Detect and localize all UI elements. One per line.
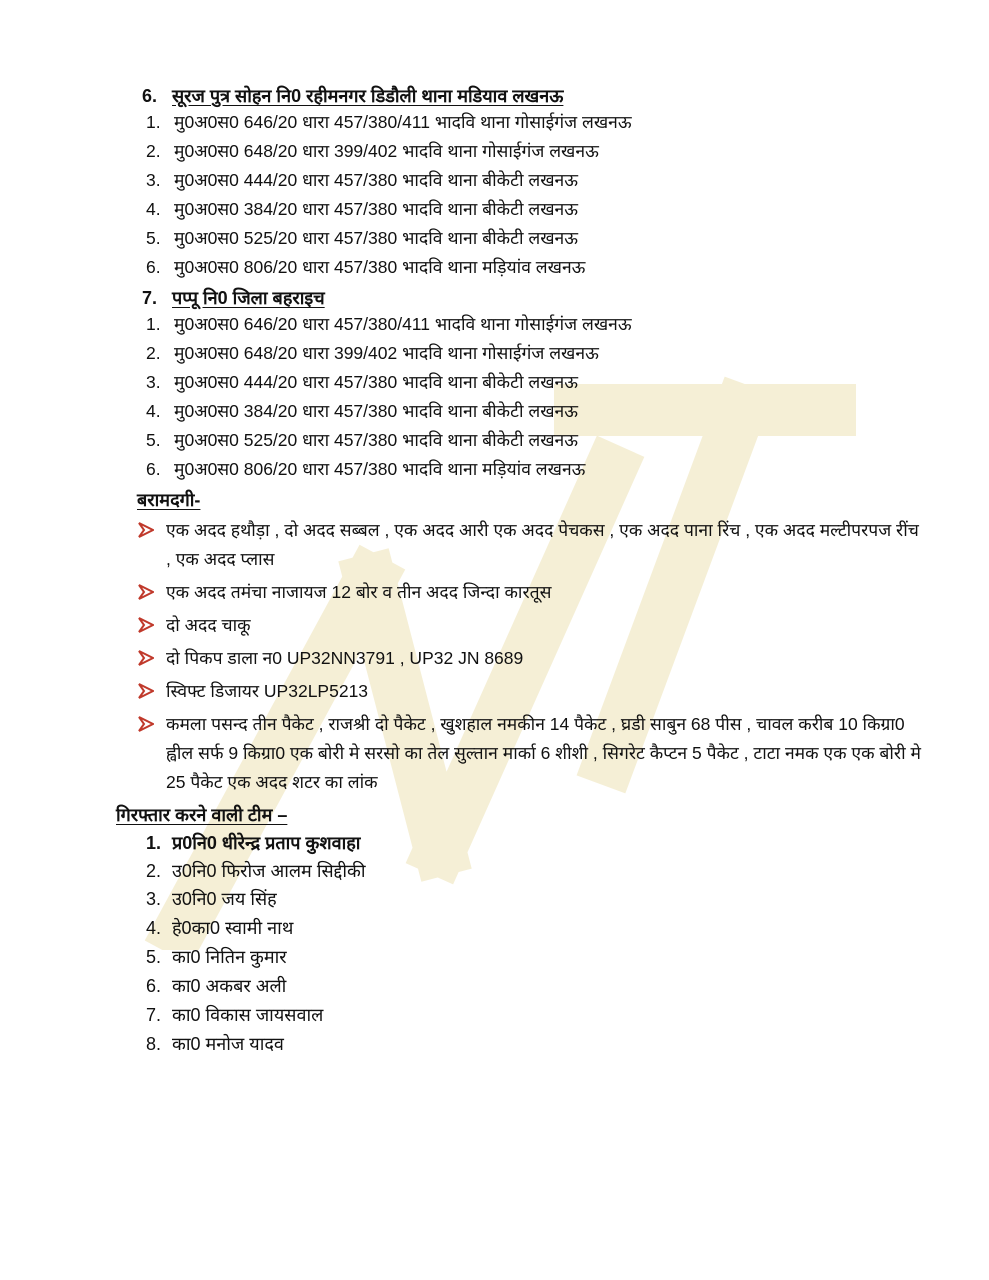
case-text: मु0अ0स0 384/20 धारा 457/380 भादवि थाना बीकेटी लखनऊ xyxy=(174,401,578,421)
arrow-bullet-icon xyxy=(138,716,154,732)
case-number: 2. xyxy=(146,141,161,161)
team-member xyxy=(146,860,366,882)
recovery-item xyxy=(138,578,928,607)
arrow-bullet-icon xyxy=(138,522,154,538)
section-7-case-row xyxy=(146,371,578,393)
case-number: 4. xyxy=(146,199,161,219)
team-member xyxy=(146,946,287,968)
case-number: 6. xyxy=(146,459,161,479)
section-6-title: सूरज पुत्र सोहन नि0 रहीमनगर डिडौली थाना मडियाव लखनऊ xyxy=(172,86,564,106)
team-member-name: का0 अकबर अली xyxy=(172,976,287,996)
section-7-case-row xyxy=(146,429,578,451)
case-number: 6. xyxy=(146,257,161,277)
section-6-case-row xyxy=(146,256,585,278)
case-text: मु0अ0स0 444/20 धारा 457/380 भादवि थाना बीकेटी लखनऊ xyxy=(174,372,578,392)
team-member-number: 6. xyxy=(146,976,162,996)
case-text: मु0अ0स0 806/20 धारा 457/380 भादवि थाना मड़ियांव लखनऊ xyxy=(174,459,586,479)
section-6-case-row xyxy=(146,140,599,162)
team-member-number: 5. xyxy=(146,947,162,967)
team-member xyxy=(146,888,277,910)
team-member-number: 7. xyxy=(146,1005,162,1025)
arrow-bullet-icon xyxy=(138,650,154,666)
case-text: मु0अ0स0 444/20 धारा 457/380 भादवि थाना बीकेटी लखनऊ xyxy=(174,170,578,190)
section-6-heading xyxy=(142,84,563,108)
team-member-name: प्र0नि0 धीरेन्द्र प्रताप कुशवाहा xyxy=(172,833,361,853)
arrow-bullet-icon xyxy=(138,584,154,600)
section-7-case-row xyxy=(146,342,599,364)
recovery-item xyxy=(138,644,928,673)
case-text: मु0अ0स0 648/20 धारा 399/402 भादवि थाना गोसाईगंज लखनऊ xyxy=(174,343,599,363)
case-number: 1. xyxy=(146,112,161,132)
case-text: मु0अ0स0 525/20 धारा 457/380 भादवि थाना बीकेटी लखनऊ xyxy=(174,430,578,450)
team-member-name: का0 मनोज यादव xyxy=(172,1034,284,1054)
team-member xyxy=(146,975,286,997)
recovery-item xyxy=(138,611,928,640)
section-7-heading xyxy=(142,286,325,310)
case-number: 5. xyxy=(146,228,161,248)
recovery-item-text: एक अदद तमंचा नाजायज 12 बोर व तीन अदद जिन्दा कारतूस xyxy=(166,582,552,602)
section-7-case-row xyxy=(146,400,578,422)
case-number: 3. xyxy=(146,372,161,392)
section-6-case-row xyxy=(146,169,578,191)
recovery-item-text: कमला पसन्द तीन पैकेट , राजश्री दो पैकेट , खुशहाल नमकीन 14 पैकेट , घ्रडी साबुन 68 पीस , चावल करीब 10 किग्रा0 ह्वील सर्फ 9 किग्रा0 एक बोरी मे सरसो का तेल सुल्तान मार्का 6 शीशी , सिगरेट कैप्टन 5 पैकेट , टाटा नमक एक एक बोरी मे 25 पैकेट एक अदद शटर का लांक xyxy=(166,714,921,792)
team-member-name: उ0नि0 जय सिंह xyxy=(172,889,277,909)
team-member xyxy=(146,1033,284,1055)
case-number: 5. xyxy=(146,430,161,450)
team-member xyxy=(146,917,293,939)
section-6-number: 6. xyxy=(142,86,158,106)
recovery-item-text: स्विफ्ट डिजायर UP32LP5213 xyxy=(166,681,369,701)
section-7-case-row xyxy=(146,313,632,335)
case-text: मु0अ0स0 648/20 धारा 399/402 भादवि थाना गोसाईगंज लखनऊ xyxy=(174,141,599,161)
recovery-item-text: दो अदद चाकू xyxy=(166,615,251,635)
recovery-item-text: एक अदद हथौड़ा , दो अदद सब्बल , एक अदद आरी एक अदद पेचकस , एक अदद पाना रिंच , एक अदद मल्टीपरपज रींच , एक अदद प्लास xyxy=(166,520,919,569)
recovery-item-text: दो पिकप डाला न0 UP32NN3791 , UP32 JN 8689 xyxy=(166,648,524,668)
section-7-title: पप्पू नि0 जिला बहराइच xyxy=(172,288,325,308)
case-text: मु0अ0स0 806/20 धारा 457/380 भादवि थाना मड़ियांव लखनऊ xyxy=(174,257,586,277)
team-heading: गिरफ्तार करने वाली टीम – xyxy=(116,805,288,825)
arrow-bullet-icon xyxy=(138,683,154,699)
recovery-item xyxy=(138,677,928,706)
case-text: मु0अ0स0 646/20 धारा 457/380/411 भादवि थाना गोसाईगंज लखनऊ xyxy=(174,314,632,334)
team-member-name: का0 विकास जायसवाल xyxy=(172,1005,324,1025)
team-member-number: 8. xyxy=(146,1034,162,1054)
case-number: 4. xyxy=(146,401,161,421)
team-member-number: 4. xyxy=(146,918,162,938)
team-member-number: 3. xyxy=(146,889,162,909)
team-member-name: का0 नितिन कुमार xyxy=(172,947,287,967)
case-number: 3. xyxy=(146,170,161,190)
recovery-item xyxy=(138,516,928,574)
case-number: 1. xyxy=(146,314,161,334)
section-7-case-row xyxy=(146,458,585,480)
section-7-number: 7. xyxy=(142,288,158,308)
team-member xyxy=(146,832,360,854)
section-6-case-row xyxy=(146,198,578,220)
recovery-item xyxy=(138,710,928,797)
recovery-heading: बरामदगी- xyxy=(137,490,201,510)
watermark-graphic xyxy=(140,330,860,950)
case-number: 2. xyxy=(146,343,161,363)
team-member-name: हे0का0 स्वामी नाथ xyxy=(172,918,294,938)
case-text: मु0अ0स0 646/20 धारा 457/380/411 भादवि थाना गोसाईगंज लखनऊ xyxy=(174,112,632,132)
team-member xyxy=(146,1004,323,1026)
section-6-case-row xyxy=(146,227,578,249)
team-member-number: 2. xyxy=(146,861,162,881)
team-member-number: 1. xyxy=(146,833,162,853)
case-text: मु0अ0स0 525/20 धारा 457/380 भादवि थाना बीकेटी लखनऊ xyxy=(174,228,578,248)
arrow-bullet-icon xyxy=(138,617,154,633)
case-text: मु0अ0स0 384/20 धारा 457/380 भादवि थाना बीकेटी लखनऊ xyxy=(174,199,578,219)
section-6-case-row xyxy=(146,111,632,133)
team-member-name: उ0नि0 फिरोज आलम सिद्दीकी xyxy=(172,861,366,881)
